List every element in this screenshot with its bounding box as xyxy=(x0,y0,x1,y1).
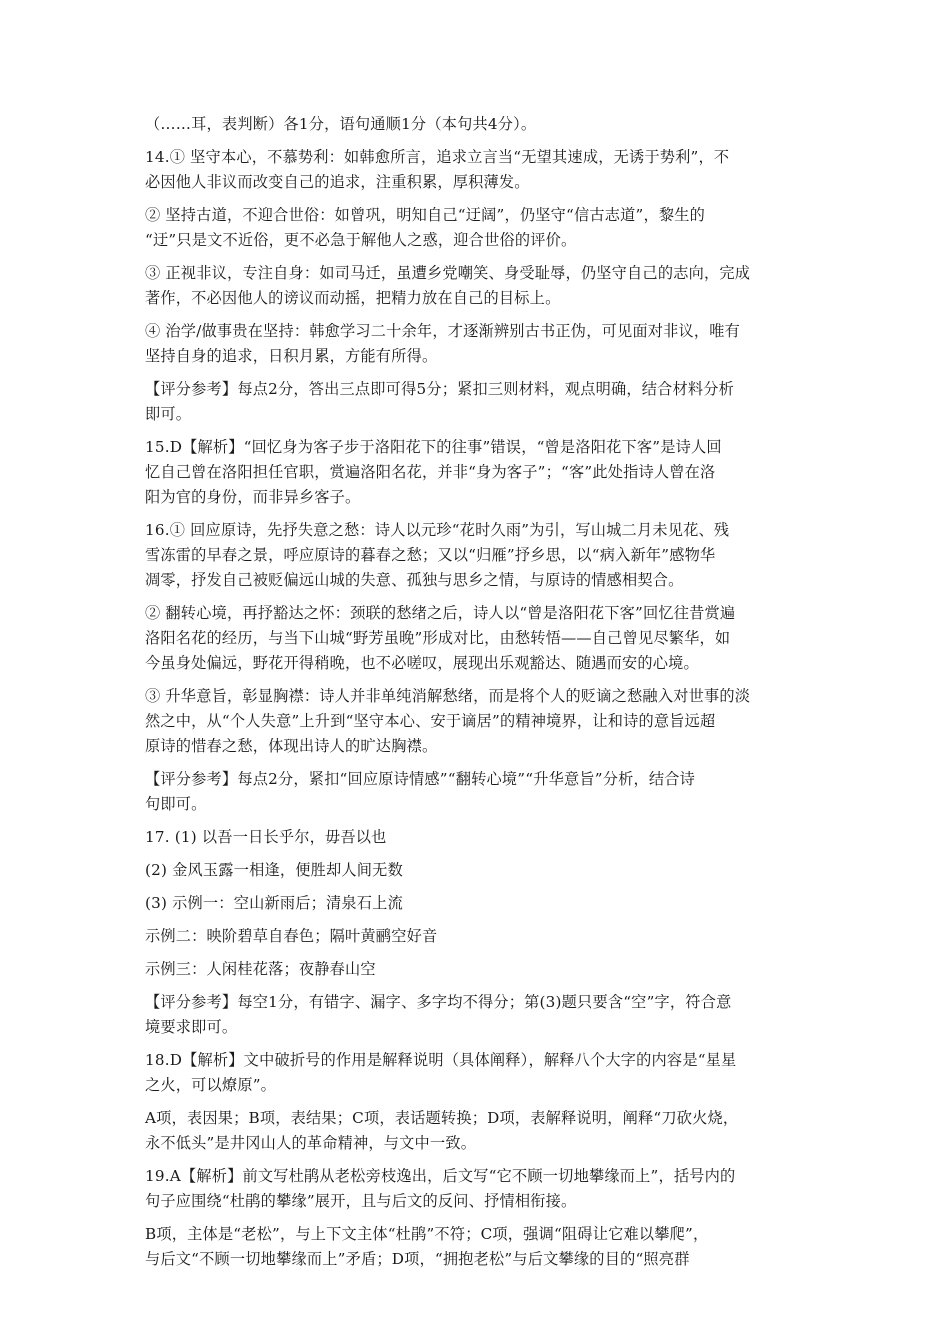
text-line: 17. (1) 以吾一日长乎尔，毋吾以也 xyxy=(145,828,387,846)
paragraph-q18-options xyxy=(145,1106,805,1156)
paragraph-q14-1 xyxy=(145,145,805,195)
text-line: (2) 金风玉露一相逢，便胜却人间无数 xyxy=(145,861,403,879)
text-line: 19.A【解析】前文写杜鹃从老松旁枝逸出，后文写“它不顾一切地攀缘而上”，括号内的 xyxy=(145,1167,736,1185)
paragraph-q19 xyxy=(145,1164,805,1214)
text-line: 即可。 xyxy=(145,405,192,423)
text-line: 阳为官的身份，而非异乡客子。 xyxy=(145,488,361,506)
text-line: 【评分参考】每点2分，答出三点即可得5分；紧扣三则材料，观点明确，结合材料分析 xyxy=(145,380,735,398)
text-line: 句子应围绕“杜鹃的攀缘”展开，且与后文的反问、抒情相衔接。 xyxy=(145,1192,577,1210)
paragraph-q16-1 xyxy=(145,518,805,593)
text-line: 之火，可以燎原”。 xyxy=(145,1076,277,1094)
text-line: ③ 升华意旨，彰显胸襟：诗人并非单纯消解愁绪，而是将个人的贬谪之愁融入对世事的淡 xyxy=(145,687,751,705)
paragraph-p13-tail xyxy=(145,112,805,137)
text-line: ② 翻转心境，再抒豁达之怀：颈联的愁绪之后，诗人以“曾是洛阳花下客”回忆往昔赏遍 xyxy=(145,604,736,622)
text-line: 18.D【解析】文中破折号的作用是解释说明（具体阐释），解释八个大字的内容是“星星 xyxy=(145,1051,737,1069)
text-line: 【评分参考】每点2分，紧扣“回应原诗情感”“翻转心境”“升华意旨”分析，结合诗 xyxy=(145,770,696,788)
paragraph-q19-options xyxy=(145,1222,805,1272)
text-line: “迂”只是文不近俗，更不必急于解他人之惑，迎合世俗的评价。 xyxy=(145,231,577,249)
paragraph-q14-3 xyxy=(145,261,805,311)
paragraph-q14-4 xyxy=(145,319,805,369)
text-line: 洛阳名花的经历，与当下山城“野芳虽晚”形成对比，由愁转悟——自己曾见尽繁华，如 xyxy=(145,629,731,647)
paragraph-q17-2 xyxy=(145,858,805,883)
text-line: 与后文“不顾一切地攀缘而上”矛盾；D项，“拥抱老松”与后文攀缘的目的“照亮群 xyxy=(145,1250,690,1268)
paragraph-q15 xyxy=(145,435,805,510)
text-line: 著作，不必因他人的谤议而动摇，把精力放在自己的目标上。 xyxy=(145,289,561,307)
text-line: 【评分参考】每空1分，有错字、漏字、多字均不得分；第(3)题只要含“空”字，符合意 xyxy=(145,993,732,1011)
paragraph-q14-score xyxy=(145,377,805,427)
text-line: ④ 治学/做事贵在坚持：韩愈学习二十余年，才逐渐辨别古书正伪，可见面对非议，唯有 xyxy=(145,322,741,340)
paragraph-q17-3c xyxy=(145,957,805,982)
paragraph-q16-score xyxy=(145,767,805,817)
text-line: 示例二：映阶碧草自春色；隔叶黄鹂空好音 xyxy=(145,927,438,945)
text-line: 境要求即可。 xyxy=(145,1018,238,1036)
paragraph-q17-3 xyxy=(145,891,805,916)
text-line: (3) 示例一：空山新雨后；清泉石上流 xyxy=(145,894,403,912)
paragraph-q14-2 xyxy=(145,203,805,253)
paragraph-q17-1 xyxy=(145,825,805,850)
text-line: 坚持自身的追求，日积月累，方能有所得。 xyxy=(145,347,438,365)
paragraph-q16-3 xyxy=(145,684,805,759)
answer-key-body xyxy=(145,112,805,1280)
text-line: 16.① 回应原诗，先抒失意之愁：诗人以元珍“花时久雨”为引，写山城二月未见花、残 xyxy=(145,521,730,539)
text-line: ③ 正视非议，专注自身：如司马迁，虽遭乡党嘲笑、身受耻辱，仍坚守自己的志向，完成 xyxy=(145,264,751,282)
paragraph-q17-score xyxy=(145,990,805,1040)
text-line: 永不低头”是井冈山人的革命精神，与文中一致。 xyxy=(145,1134,477,1152)
text-line: 必因他人非议而改变自己的追求，注重积累，厚积薄发。 xyxy=(145,173,530,191)
text-line: 忆自己曾在洛阳担任官职，赏遍洛阳名花，并非“身为客子”；“客”此处指诗人曾在洛 xyxy=(145,463,716,481)
text-line: 原诗的惜春之愁，体现出诗人的旷达胸襟。 xyxy=(145,737,438,755)
text-line: （……耳，表判断）各1分，语句通顺1分（本句共4分）。 xyxy=(145,115,537,133)
text-line: 15.D【解析】“回忆身为客子步于洛阳花下的往事”错误，“曾是洛阳花下客”是诗人回 xyxy=(145,438,722,456)
text-line: 凋零，抒发自己被贬偏远山城的失意、孤独与思乡之情，与原诗的情感相契合。 xyxy=(145,571,684,589)
text-line: 14.① 坚守本心，不慕势利：如韩愈所言，追求立言当“无望其速成，无诱于势利”，不 xyxy=(145,148,730,166)
text-line: 雪冻雷的早春之景，呼应原诗的暮春之愁；又以“归雁”抒乡思，以“病入新年”感物华 xyxy=(145,546,716,564)
text-line: 今虽身处偏远，野花开得稍晚，也不必嗟叹，展现出乐观豁达、随遇而安的心境。 xyxy=(145,654,699,672)
text-line: B项，主体是“老松”，与上下文主体“杜鹃”不符；C项，强调“阻碍让它难以攀爬”， xyxy=(145,1225,709,1243)
text-line: 示例三：人闲桂花落；夜静春山空 xyxy=(145,960,376,978)
text-line: A项，表因果；B项，表结果；C项，表话题转换；D项，表解释说明，阐释“刀砍火烧， xyxy=(145,1109,739,1127)
paragraph-q16-2 xyxy=(145,601,805,676)
text-line: 然之中，从“个人失意”上升到“坚守本心、安于谪居”的精神境界，让和诗的意旨远超 xyxy=(145,712,716,730)
paragraph-q17-3b xyxy=(145,924,805,949)
text-line: ② 坚持古道，不迎合世俗：如曾巩，明知自己“迂阔”，仍坚守“信古志道”，黎生的 xyxy=(145,206,706,224)
paragraph-q18 xyxy=(145,1048,805,1098)
text-line: 句即可。 xyxy=(145,795,207,813)
